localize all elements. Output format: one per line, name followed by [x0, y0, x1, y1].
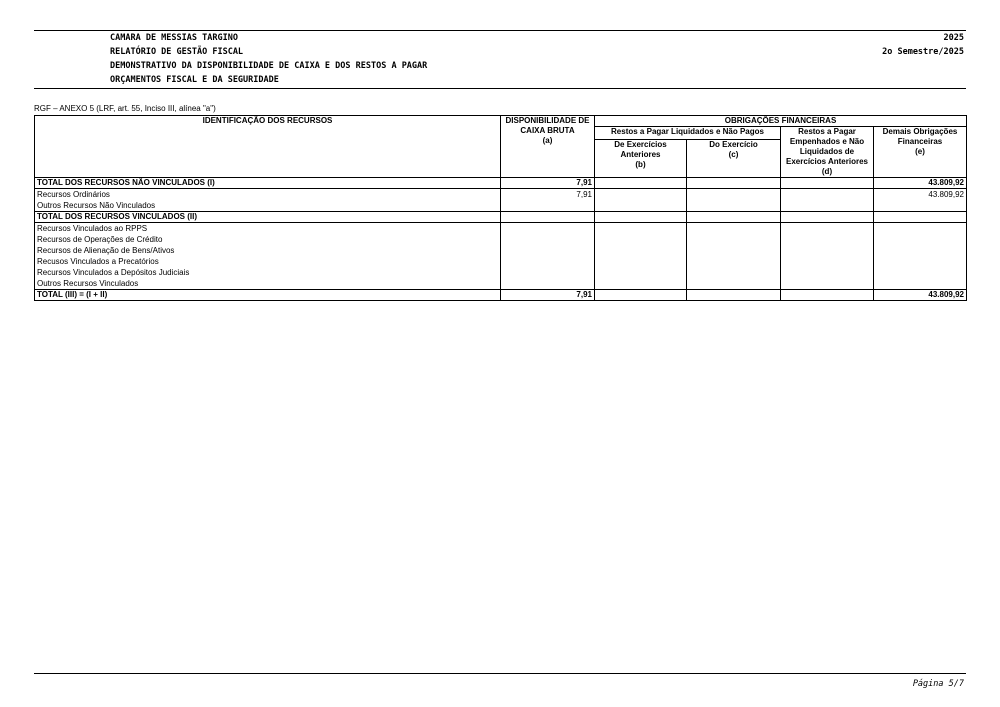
- cell-current-year: [687, 267, 781, 278]
- cell-availability: [501, 223, 595, 235]
- row-label: Outros Recursos Vinculados: [35, 278, 501, 290]
- row-label: TOTAL DOS RECURSOS VINCULADOS (II): [35, 212, 501, 223]
- cell-prev-years: [595, 256, 687, 267]
- top-rule: [34, 30, 966, 31]
- cell-availability: [501, 256, 595, 267]
- cell-other-obligations: [874, 200, 967, 212]
- footer-rule: [34, 673, 966, 674]
- cell-rp-not-liquidated: [781, 267, 874, 278]
- cell-rp-not-liquidated: [781, 223, 874, 235]
- annex-subtitle: RGF – ANEXO 5 (LRF, art. 55, Inciso III, alínea "a"): [34, 104, 216, 113]
- cell-availability: [501, 234, 595, 245]
- table-row: [35, 200, 967, 212]
- header-availability-line1: DISPONIBILIDADE DE: [505, 116, 590, 125]
- cell-rp-not-liquidated: [781, 234, 874, 245]
- header-rpne-line2: Empenhados e Não: [789, 137, 865, 146]
- table-row: [35, 234, 967, 245]
- table-row: [35, 178, 967, 189]
- header-rpne-line3: Liquidados de: [799, 147, 855, 156]
- cell-availability: [501, 212, 595, 223]
- cell-prev-years: [595, 223, 687, 235]
- cell-current-year: [687, 212, 781, 223]
- budgets-name: ORÇAMENTOS FISCAL E DA SEGURIDADE: [110, 75, 279, 85]
- row-label: TOTAL DOS RECURSOS NÃO VINCULADOS (I): [35, 178, 501, 189]
- header-other-line2: Financeiras: [897, 137, 943, 146]
- row-label: Recursos de Operações de Crédito: [35, 234, 501, 245]
- cell-availability: [501, 278, 595, 290]
- header-prev-line3: (b): [635, 160, 646, 170]
- cell-availability: 7,91: [501, 189, 595, 201]
- report-period: 2o Semestre/2025: [882, 47, 964, 57]
- cell-prev-years: [595, 267, 687, 278]
- cell-prev-years: [595, 178, 687, 189]
- table-row: [35, 223, 967, 235]
- table-row: [35, 256, 967, 267]
- table-row: [35, 267, 967, 278]
- header-availability: [501, 116, 595, 178]
- cell-current-year: [687, 256, 781, 267]
- header-other-line1: Demais Obrigações: [882, 127, 958, 136]
- row-label: Recursos Ordinários: [35, 189, 501, 201]
- cell-current-year: [687, 200, 781, 212]
- cell-prev-years: [595, 245, 687, 256]
- cell-availability: [501, 245, 595, 256]
- header-current-year: [687, 140, 781, 178]
- header-rpne-line5: (d): [821, 167, 833, 176]
- cell-other-obligations: [874, 234, 967, 245]
- cell-availability: 7,91: [501, 290, 595, 301]
- cell-rp-not-liquidated: [781, 189, 874, 201]
- cell-prev-years: [595, 234, 687, 245]
- page-number: Página 5/7: [912, 679, 964, 689]
- header-obligations: OBRIGAÇÕES FINANCEIRAS: [595, 116, 967, 127]
- cell-current-year: [687, 223, 781, 235]
- cell-prev-years: [595, 278, 687, 290]
- cell-availability: 7,91: [501, 178, 595, 189]
- cell-rp-not-liquidated: [781, 278, 874, 290]
- table-row: [35, 212, 967, 223]
- header-curr-line1: Do Exercício: [709, 140, 758, 150]
- cell-prev-years: [595, 290, 687, 301]
- cell-other-obligations: [874, 212, 967, 223]
- row-label: Recursos Vinculados a Depósitos Judiciais: [35, 267, 501, 278]
- cell-current-year: [687, 245, 781, 256]
- cell-other-obligations: 43.809,92: [874, 189, 967, 201]
- entity-name: CAMARA DE MESSIAS TARGINO: [110, 33, 238, 43]
- cash-availability-table: [34, 115, 967, 301]
- header-identification: IDENTIFICAÇÃO DOS RECURSOS: [35, 116, 501, 178]
- header-previous-years: [595, 140, 687, 178]
- cell-prev-years: [595, 189, 687, 201]
- cell-other-obligations: 43.809,92: [874, 290, 967, 301]
- row-label: Recursos Vinculados ao RPPS: [35, 223, 501, 235]
- header-rp-not-liquidated: [781, 127, 874, 178]
- cell-rp-not-liquidated: [781, 178, 874, 189]
- cell-rp-not-liquidated: [781, 256, 874, 267]
- cell-rp-not-liquidated: [781, 245, 874, 256]
- header-prev-line2: Anteriores: [620, 150, 661, 160]
- cell-other-obligations: [874, 223, 967, 235]
- cell-availability: [501, 200, 595, 212]
- cell-current-year: [687, 234, 781, 245]
- header-other-obligations: [874, 127, 967, 178]
- header-curr-line2: (c): [728, 150, 739, 160]
- row-label: Outros Recursos Não Vinculados: [35, 200, 501, 212]
- table-row: [35, 245, 967, 256]
- header-rpne-line4: Exercícios Anteriores: [786, 157, 868, 166]
- header-prev-line1: De Exercícios: [614, 140, 667, 150]
- statement-name: DEMONSTRATIVO DA DISPONIBILIDADE DE CAIXA E DOS RESTOS A PAGAR: [110, 61, 428, 71]
- row-label: Recusos Vinculados a Precatórios: [35, 256, 501, 267]
- cell-current-year: [687, 189, 781, 201]
- header-rp-group: Restos a Pagar Liquidados e Não Pagos: [595, 127, 781, 140]
- header-availability-line2: CAIXA BRUTA: [520, 126, 575, 135]
- cell-availability: [501, 267, 595, 278]
- table-row: [35, 189, 967, 201]
- cell-current-year: [687, 178, 781, 189]
- table-row: [35, 278, 967, 290]
- cell-prev-years: [595, 200, 687, 212]
- header-rule: [34, 88, 966, 89]
- cell-other-obligations: [874, 256, 967, 267]
- cell-rp-not-liquidated: [781, 200, 874, 212]
- report-name: RELATÓRIO DE GESTÃO FISCAL: [110, 47, 244, 57]
- cell-other-obligations: 43.809,92: [874, 178, 967, 189]
- cell-other-obligations: [874, 267, 967, 278]
- header-availability-line3: (a): [542, 136, 553, 145]
- cell-prev-years: [595, 212, 687, 223]
- cell-current-year: [687, 290, 781, 301]
- cell-other-obligations: [874, 245, 967, 256]
- cell-rp-not-liquidated: [781, 212, 874, 223]
- cell-rp-not-liquidated: [781, 290, 874, 301]
- table-row: [35, 290, 967, 301]
- report-year: 2025: [943, 33, 964, 43]
- row-label: Recursos de Alienação de Bens/Ativos: [35, 245, 501, 256]
- row-label: TOTAL (III) = (I + II): [35, 290, 501, 301]
- header-rpne-line1: Restos a Pagar: [798, 127, 856, 136]
- cell-current-year: [687, 278, 781, 290]
- cell-other-obligations: [874, 278, 967, 290]
- header-other-line3: (e): [915, 147, 925, 156]
